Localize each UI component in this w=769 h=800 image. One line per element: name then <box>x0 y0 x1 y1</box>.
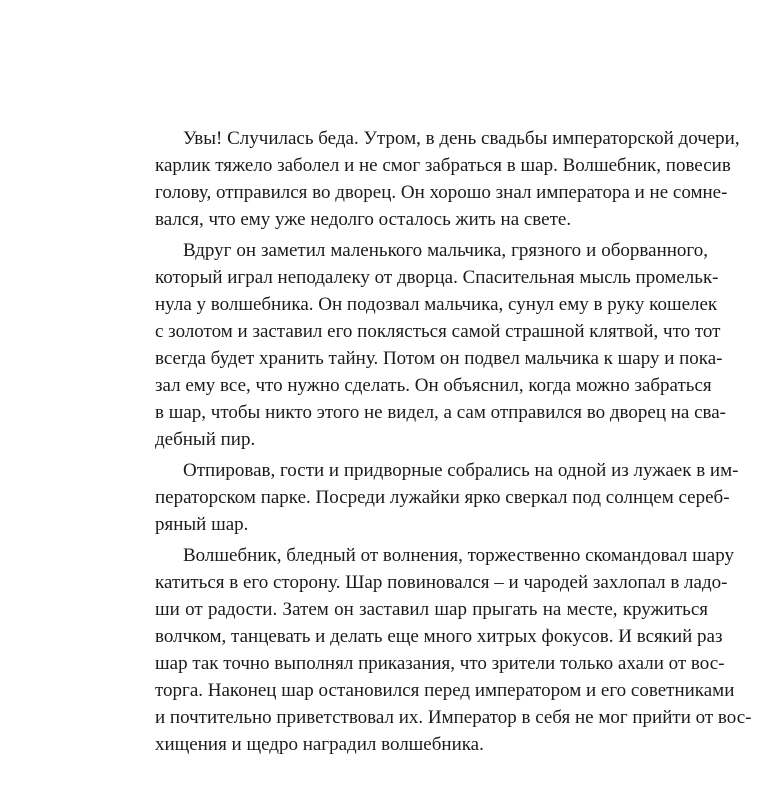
text-line: карлик тяжело заболел и не смог забраться в шар. Волшебник, повесив <box>155 155 731 176</box>
text-line: нула у волшебника. Он подозвал мальчика, сунул ему в руку кошелек <box>155 294 718 315</box>
text-line: ши от радости. Затем он заставил шар прыгать на месте, кружиться <box>155 599 708 620</box>
text-line: дебный пир. <box>155 429 256 450</box>
text-line: и почтительно приветствовал их. Император в себя не мог прийти от вос- <box>155 707 752 728</box>
text-line: в шар, чтобы никто этого не видел, а сам отправился во дворец на сва- <box>155 402 727 423</box>
text-line: с золотом и заставил его поклясться самой страшной клятвой, что тот <box>155 321 721 342</box>
paragraph-2 <box>155 237 727 453</box>
text-line: всегда будет хранить тайну. Потом он подвел мальчика к шару и пока- <box>155 348 723 369</box>
text-line: Волшебник, бледный от волнения, торжественно скомандовал шару <box>183 545 734 566</box>
text-line: торга. Наконец шар остановился перед императором и его советниками <box>155 680 735 701</box>
paragraph-1 <box>155 125 740 233</box>
text-line: Увы! Случилась беда. Утром, в день свадьбы императорской дочери, <box>183 128 740 149</box>
text-line: Отпировав, гости и придворные собрались на одной из лужаек в им- <box>183 460 739 481</box>
paragraph-4 <box>155 542 752 758</box>
text-line: голову, отправился во дворец. Он хорошо знал императора и не сомне- <box>155 182 728 203</box>
text-line: зал ему все, что нужно сделать. Он объяснил, когда можно забраться <box>155 375 712 396</box>
text-line: катиться в его сторону. Шар повиновался – и чародей захлопал в ладо- <box>155 572 728 593</box>
text-line: вался, что ему уже недолго осталось жить на свете. <box>155 209 572 230</box>
text-line: ператорском парке. Посреди лужайки ярко сверкал под солнцем сереб- <box>155 487 730 508</box>
text-line: ряный шар. <box>155 514 249 535</box>
text-line: хищения и щедро наградил волшебника. <box>155 734 484 755</box>
book-page <box>155 125 752 762</box>
text-line: который играл неподалеку от дворца. Спасительная мысль промельк- <box>155 267 719 288</box>
text-line: волчком, танцевать и делать еще много хитрых фокусов. И всякий раз <box>155 626 723 647</box>
paragraph-3 <box>155 457 739 538</box>
text-line: шар так точно выполнял приказания, что зрители только ахали от вос- <box>155 653 725 674</box>
text-line: Вдруг он заметил маленького мальчика, грязного и оборванного, <box>183 240 708 261</box>
